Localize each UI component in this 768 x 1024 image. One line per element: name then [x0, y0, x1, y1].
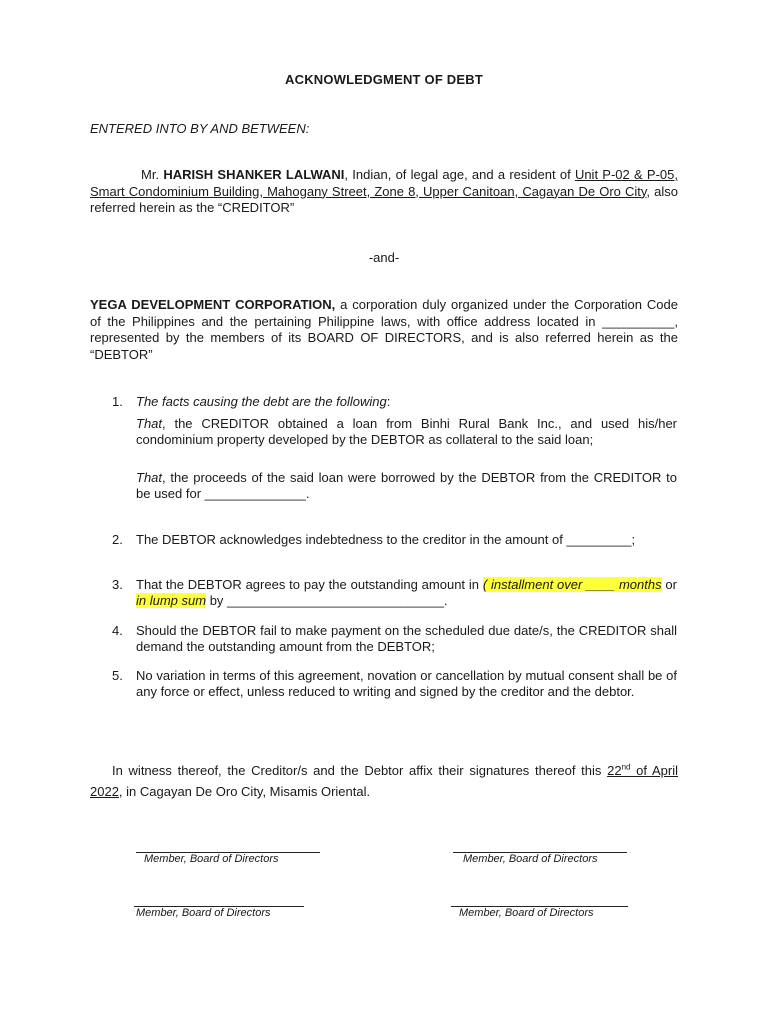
creditor-paragraph	[90, 167, 678, 217]
creditor-prefix: Mr.	[141, 167, 164, 182]
item-4: Should the DEBTOR fail to make payment on the scheduled due date/s, the CREDITOR shall demand the outstanding amount from the DEBTOR;	[136, 623, 677, 654]
item-3-text-a: That the DEBTOR agrees to pay the outstanding amount in	[136, 577, 483, 592]
witness-day-suffix: nd	[621, 762, 631, 772]
item-5: No variation in terms of this agreement, novation or cancellation by mutual consent shall be of any force or effect, unless reduced to writing and signed by the creditor and the debtor.	[136, 668, 677, 699]
signature-label-2: Member, Board of Directors	[463, 853, 598, 865]
item-1-colon: :	[386, 394, 391, 409]
lump-sum-highlight: in lump sum	[136, 593, 207, 608]
item-1	[136, 394, 677, 410]
signature-label-1: Member, Board of Directors	[144, 853, 279, 865]
item-3-or: or	[661, 577, 677, 592]
fact-2-text: , the proceeds of the said loan were borrowed by the DEBTOR from the CREDITOR to be used for ______________.	[136, 470, 677, 501]
debtor-paragraph	[90, 297, 678, 363]
and-separator: -and-	[368, 250, 400, 265]
item-number-5: 5.	[112, 668, 123, 683]
creditor-address: Unit P-02 & P-05, Smart Condominium Building, Mahogany Street, Zone 8, Upper Canitoan, Cagayan De Oro City,	[90, 167, 679, 199]
fact-2-that: That	[136, 470, 163, 485]
fact-1-text: , the CREDITOR obtained a loan from Binhi Rural Bank Inc., and used his/her condominium property developed by the DEBTOR as collateral to the said loan;	[136, 416, 677, 447]
installment-highlight: ( installment over ____ months	[482, 577, 662, 592]
fact-2	[136, 470, 677, 502]
witness-paragraph	[90, 760, 678, 802]
signature-label-4: Member, Board of Directors	[459, 907, 594, 919]
fact-1-that: That	[136, 416, 163, 431]
item-number-2: 2.	[112, 532, 123, 547]
item-number-3: 3.	[112, 577, 123, 592]
signature-label-3: Member, Board of Directors	[136, 907, 271, 919]
item-number-1: 1.	[112, 394, 123, 409]
witness-tail: , in Cagayan De Oro City, Misamis Oriental.	[118, 784, 371, 799]
item-3-text-b: by ______________________________.	[206, 593, 448, 608]
creditor-name-comma: ,	[344, 167, 349, 182]
item-2: The DEBTOR acknowledges indebtedness to the creditor in the amount of _________;	[136, 532, 636, 547]
creditor-desc: Indian, of legal age, and a resident of	[348, 167, 575, 182]
item-1-text: The facts causing the debt are the following	[136, 394, 387, 409]
intro-line: ENTERED INTO BY AND BETWEEN:	[90, 121, 310, 136]
debtor-name: YEGA DEVELOPMENT CORPORATION,	[90, 297, 336, 312]
fact-1	[136, 416, 677, 448]
debtor-text: a corporation duly organized under the Corporation Code of the Philippines and the pertaining Philippine laws, with office address located in __________, represented by the members of its BOARD OF DIRECTORS, and is also referred herein as the “DEBTOR”	[90, 297, 678, 362]
creditor-name: HARISH SHANKER LALWANI	[163, 167, 345, 182]
creditor-tail: also referred herein as the “CREDITOR”	[90, 183, 678, 215]
document-title: ACKNOWLEDGMENT OF DEBT	[285, 72, 483, 87]
item-3	[136, 577, 677, 609]
witness-month: of April 2022	[90, 763, 678, 799]
item-number-4: 4.	[112, 623, 123, 638]
witness-day: 22	[607, 763, 622, 778]
witness-text: In witness thereof, the Creditor/s and the Debtor affix their signatures thereof this	[112, 763, 608, 778]
